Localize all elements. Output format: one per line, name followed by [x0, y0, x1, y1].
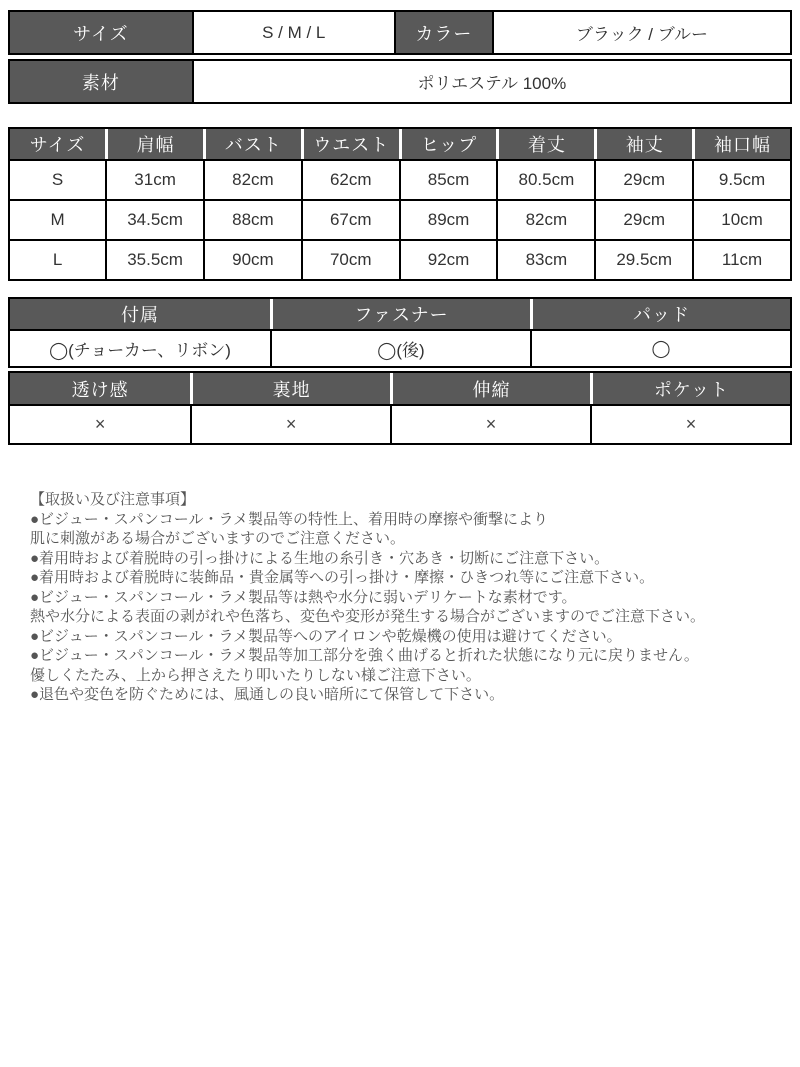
size-chart-cell: 31cm — [105, 161, 203, 199]
size-chart-cell: 9.5cm — [692, 161, 790, 199]
stretch-value-cell: × — [390, 406, 590, 443]
size-chart-header-hip: ヒップ — [399, 129, 497, 159]
pad-header-cell: パッド — [530, 299, 790, 329]
accessories-header-row — [10, 299, 790, 329]
size-chart-cell: 29cm — [594, 161, 692, 199]
size-chart-cell: 11cm — [692, 241, 790, 279]
size-chart-cell: M — [50, 210, 65, 229]
size-chart-cell: S — [51, 170, 64, 189]
fastener-header-cell: ファスナー — [270, 299, 530, 329]
care-note-line: ●ビジュー・スパンコール・ラメ製品等へのアイロンや乾燥機の使用は避けてください。 — [30, 627, 622, 645]
care-notes-title: 【取扱い及び注意事項】 — [30, 491, 196, 508]
size-chart-cell: 80.5cm — [496, 161, 594, 199]
color-label-cell: カラー — [394, 12, 492, 53]
attachment-header-cell: 付属 — [10, 299, 270, 329]
material-value-cell: ポリエステル 100% — [192, 61, 790, 102]
accessories-table — [8, 297, 792, 368]
care-note-line: 熱や水分による表面の剥がれや色落ち、変色や変形が発生する場合がございますのでご注意下さい。 — [30, 608, 706, 625]
size-chart-row-s — [10, 159, 790, 199]
size-chart-cell: 92cm — [399, 241, 497, 279]
size-chart-header-row — [10, 129, 790, 159]
size-chart-cell: L — [52, 250, 63, 269]
lining-header-cell: 裏地 — [190, 373, 390, 404]
pocket-value-cell: × — [590, 406, 790, 443]
attachment-value-cell: ◯(チョーカー、リボン) — [49, 341, 231, 360]
size-chart-header-cuff-width: 袖口幅 — [692, 129, 790, 159]
care-note-line: 肌に刺激がある場合がございますのでご注意ください。 — [30, 530, 406, 547]
size-chart-header-waist: ウエスト — [301, 129, 399, 159]
care-note-line: ●着用時および着脱時に装飾品・貴金属等への引っ掛け・摩擦・ひきつれ等にご注意下さい。 — [30, 569, 655, 586]
stretch-header-cell: 伸縮 — [390, 373, 590, 404]
care-note-line: ●ビジュー・スパンコール・ラメ製品等の特性上、着用時の摩擦や衝撃により — [30, 510, 549, 528]
size-chart-cell: 35.5cm — [105, 241, 203, 279]
material-label-cell: 素材 — [10, 61, 192, 102]
sheerness-value-cell: × — [94, 414, 106, 434]
size-chart-cell: 10cm — [692, 201, 790, 239]
spec-table-row-size-color — [8, 10, 792, 55]
size-chart-header-sleeve-length: 袖丈 — [594, 129, 692, 159]
size-chart-cell: 88cm — [203, 201, 301, 239]
care-note-line: ●ビジュー・スパンコール・ラメ製品等加工部分を強く曲げると折れた状態になり元に戻りません。 — [30, 647, 699, 664]
size-value-cell: S / M / L — [192, 12, 394, 53]
pocket-header-cell: ポケット — [590, 373, 790, 404]
fabric-features-table — [8, 371, 792, 445]
size-chart-cell: 29.5cm — [594, 241, 692, 279]
size-chart-header-shoulder: 肩幅 — [105, 129, 203, 159]
care-note-line: 優しくたたみ、上から押さえたり叩いたりしない様ご注意下さい。 — [30, 666, 481, 684]
spec-table-row-material — [8, 59, 792, 104]
size-label-cell: サイズ — [10, 12, 192, 53]
size-chart-cell: 67cm — [301, 201, 399, 239]
pad-value-cell: ◯ — [530, 331, 790, 366]
size-chart-cell: 70cm — [301, 241, 399, 279]
size-chart-cell: 34.5cm — [105, 201, 203, 239]
size-chart-cell: 62cm — [301, 161, 399, 199]
size-chart-header-bust: バスト — [203, 129, 301, 159]
care-notes — [8, 490, 792, 705]
fabric-features-value-row — [10, 404, 790, 443]
size-chart-cell: 90cm — [203, 241, 301, 279]
size-chart-cell: 82cm — [496, 201, 594, 239]
size-chart-cell: 85cm — [399, 161, 497, 199]
color-value-cell: ブラック / ブルー — [492, 12, 790, 53]
accessories-value-row — [10, 329, 790, 366]
size-chart-cell: 82cm — [203, 161, 301, 199]
size-chart-header-size: サイズ — [10, 129, 105, 159]
sheerness-header-cell: 透け感 — [10, 373, 190, 404]
lining-value-cell: × — [190, 406, 390, 443]
size-chart-row-l — [10, 239, 790, 279]
size-chart-cell: 89cm — [399, 201, 497, 239]
fabric-features-header-row — [10, 373, 790, 404]
care-note-line: ●退色や変色を防ぐためには、風通しの良い暗所にて保管して下さい。 — [30, 686, 505, 703]
care-note-line: ●ビジュー・スパンコール・ラメ製品等は熱や水分に弱いデリケートな素材です。 — [30, 588, 577, 606]
size-measurement-table — [8, 127, 792, 281]
fastener-value-cell: ◯(後) — [270, 331, 530, 366]
size-chart-cell: 83cm — [496, 241, 594, 279]
size-chart-cell: 29cm — [594, 201, 692, 239]
size-chart-header-length: 着丈 — [496, 129, 594, 159]
size-chart-row-m — [10, 199, 790, 239]
care-note-line: ●着用時および着脱時の引っ掛けによる生地の糸引き・穴あき・切断にご注意下さい。 — [30, 549, 610, 567]
